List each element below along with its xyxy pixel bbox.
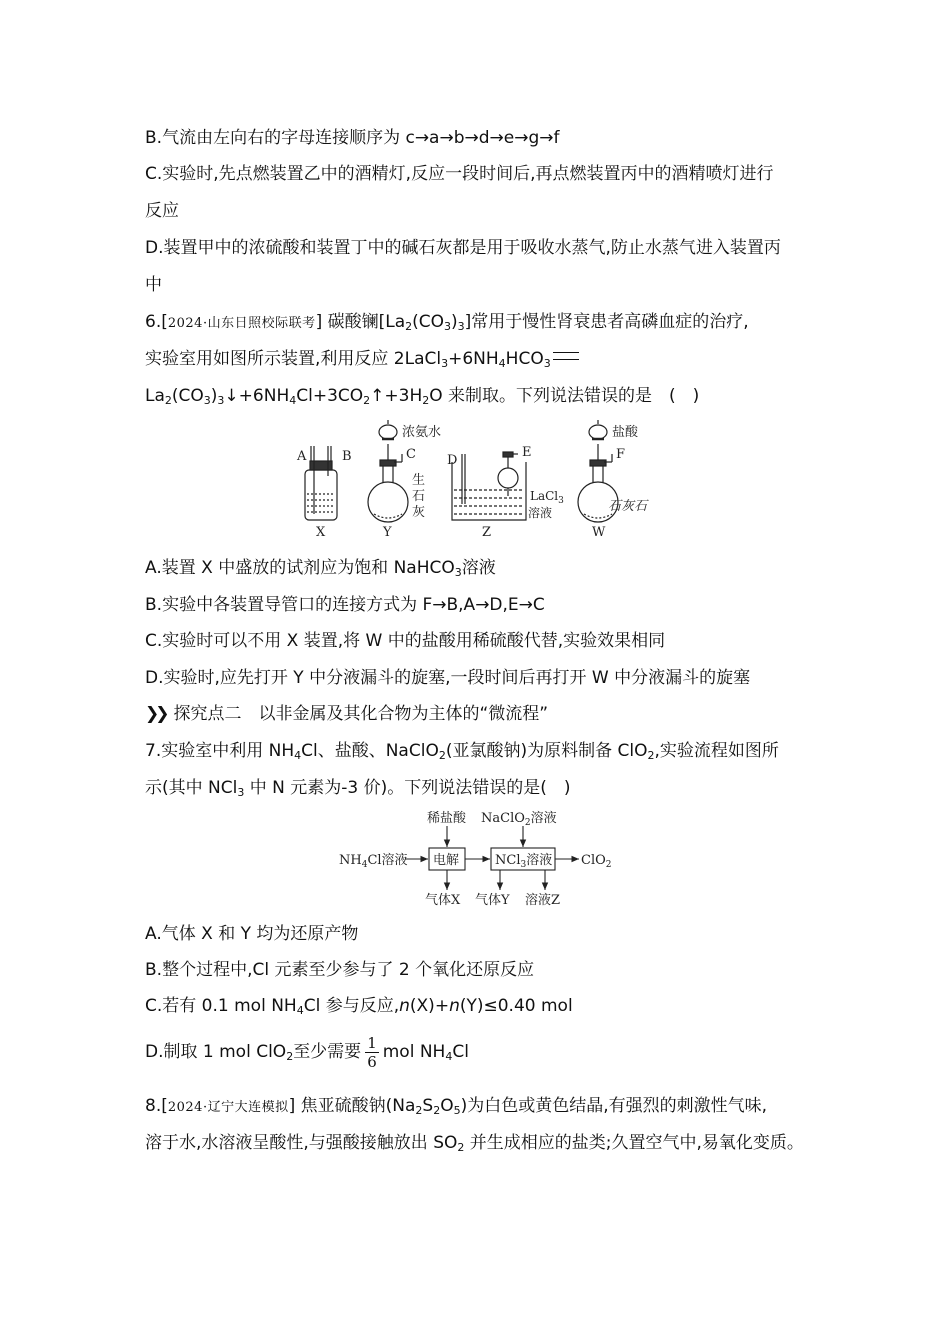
flow-naclo2: NaClO$_2$溶液 <box>481 811 557 828</box>
q6-stem-line3: $La_2(CO_3)_3↓+6NH_4Cl+3CO_2↑+3H_2O$ 来制取。下列说法错误的是 ( ) <box>145 386 700 407</box>
flow-nh4cl: $NH_4Cl$溶液 <box>339 853 408 870</box>
double-chevron-icon: ❯❯ <box>145 704 166 724</box>
q6-option-a: A.装置 X 中盛放的试剂应为饱和 NaHCO$_3$溶液 <box>145 558 496 579</box>
q5-option-d-line2: 中 <box>145 275 162 295</box>
flow-diagram <box>335 806 625 914</box>
q7-stem-line2: 示(其中 NCl$_3$ 中 N 元素为-3 价)。下列说法错误的是( ) <box>145 778 571 799</box>
label-hcl: 盐酸 <box>612 425 639 440</box>
label-d: D <box>447 453 458 468</box>
q8-stem-line1: 8.[2024·辽宁大连模拟] 焦亚硫酸钠$(Na_2S_2O_5)$为白色或黄色结晶,有强烈的刺激性气味, <box>145 1096 768 1117</box>
flow-solution-z: 溶液Z <box>525 893 561 908</box>
label-lacl3: LaCl$_3$ <box>530 489 564 506</box>
flow-electrolysis: 电解 <box>433 853 460 868</box>
flask-y <box>368 482 408 522</box>
flow-ncl3: NCl$_3$溶液 <box>495 853 553 870</box>
label-c: C <box>406 447 416 462</box>
label-z: Z <box>482 525 492 540</box>
q7-option-c: C.若有 0.1 mol $NH_4Cl$ 参与反应,n(X)+n(Y)≤0.40 mol <box>145 996 573 1017</box>
label-ammonia: 浓氨水 <box>402 425 442 440</box>
q6-option-b: B.实验中各装置导管口的连接方式为 F→B,A→D,E→C <box>145 595 545 615</box>
q7-option-a: A.气体 X 和 Y 均为还原产物 <box>145 924 359 944</box>
q6-option-c: C.实验时可以不用 X 装置,将 W 中的盐酸用稀硫酸代替,实验效果相同 <box>145 631 666 651</box>
section-heading: ❯❯ 探究点二 以非金属及其化合物为主体的“微流程” <box>145 704 549 724</box>
label-a: A <box>297 449 307 464</box>
q8-source: 2024·辽宁大连模拟 <box>167 1100 289 1115</box>
label-e: E <box>522 445 532 460</box>
q6-stem-line2: 实验室用如图所示装置,利用反应 $2LaCl_3+6NH_4HCO_3$ <box>145 347 579 376</box>
q6-stem-line1: 6.[2024·山东日照校际联考] 碳酸镧$[La_2(CO_3)_3]$常用于慢性肾衰患者高磷血症的治疗, <box>145 312 749 333</box>
flow-dilute-hcl: 稀盐酸 <box>427 811 467 826</box>
apparatus-figure <box>290 414 680 544</box>
label-quicklime-2: 石 <box>412 489 426 504</box>
fraction-one-sixth: $\frac{1}{6}$ <box>367 1033 377 1071</box>
q7-option-d: D.制取 1 mol ClO$_2$至少需要 $\frac{1}{6}$ mol $NH_4Cl$ <box>145 1033 469 1071</box>
equals-sign <box>553 352 579 360</box>
flow-gas-x: 气体X <box>425 893 461 908</box>
q6-option-d: D.实验时,应先打开 Y 中分液漏斗的旋塞,一段时间后再打开 W 中分液漏斗的旋塞 <box>145 668 751 688</box>
q5-option-b: B.气流由左向右的字母连接顺序为 c→a→b→d→e→g→f <box>145 128 560 148</box>
q6-source: 2024·山东日照校际联考 <box>167 316 316 331</box>
flow-clo2: ClO$_2$ <box>581 853 612 870</box>
label-limestone: 石灰石 <box>608 499 648 514</box>
label-f: F <box>616 447 626 462</box>
flow-gas-y: 气体Y <box>475 893 510 908</box>
label-lacl3-solution: 溶液 <box>528 506 553 520</box>
label-quicklime-3: 灰 <box>412 505 426 520</box>
q5-option-c-line2: 反应 <box>145 201 179 221</box>
label-x: X <box>316 525 326 540</box>
q5-option-c-line1: C.实验时,先点燃装置乙中的酒精灯,反应一段时间后,再点燃装置丙中的酒精喷灯进行 <box>145 164 774 184</box>
q7-option-b: B.整个过程中,Cl 元素至少参与了 2 个氧化还原反应 <box>145 960 535 980</box>
q8-stem-line2: 溶于水,水溶液呈酸性,与强酸接触放出 $SO_2$ 并生成相应的盐类;久置空气中,易氧化变质。 <box>145 1133 804 1154</box>
label-y: Y <box>383 525 392 540</box>
label-w: W <box>592 525 606 540</box>
label-quicklime-1: 生 <box>412 473 426 488</box>
q7-stem-line1: 7.实验室中利用 $NH_4Cl$、盐酸、NaClO$_2$(亚氯酸钠)为原料制备 ClO$_2$,实验流程如图所 <box>145 741 779 762</box>
label-b: B <box>342 449 352 464</box>
q5-option-d-line1: D.装置甲中的浓硫酸和装置丁中的碱石灰都是用于吸收水蒸气,防止水蒸气进入装置丙 <box>145 238 781 258</box>
